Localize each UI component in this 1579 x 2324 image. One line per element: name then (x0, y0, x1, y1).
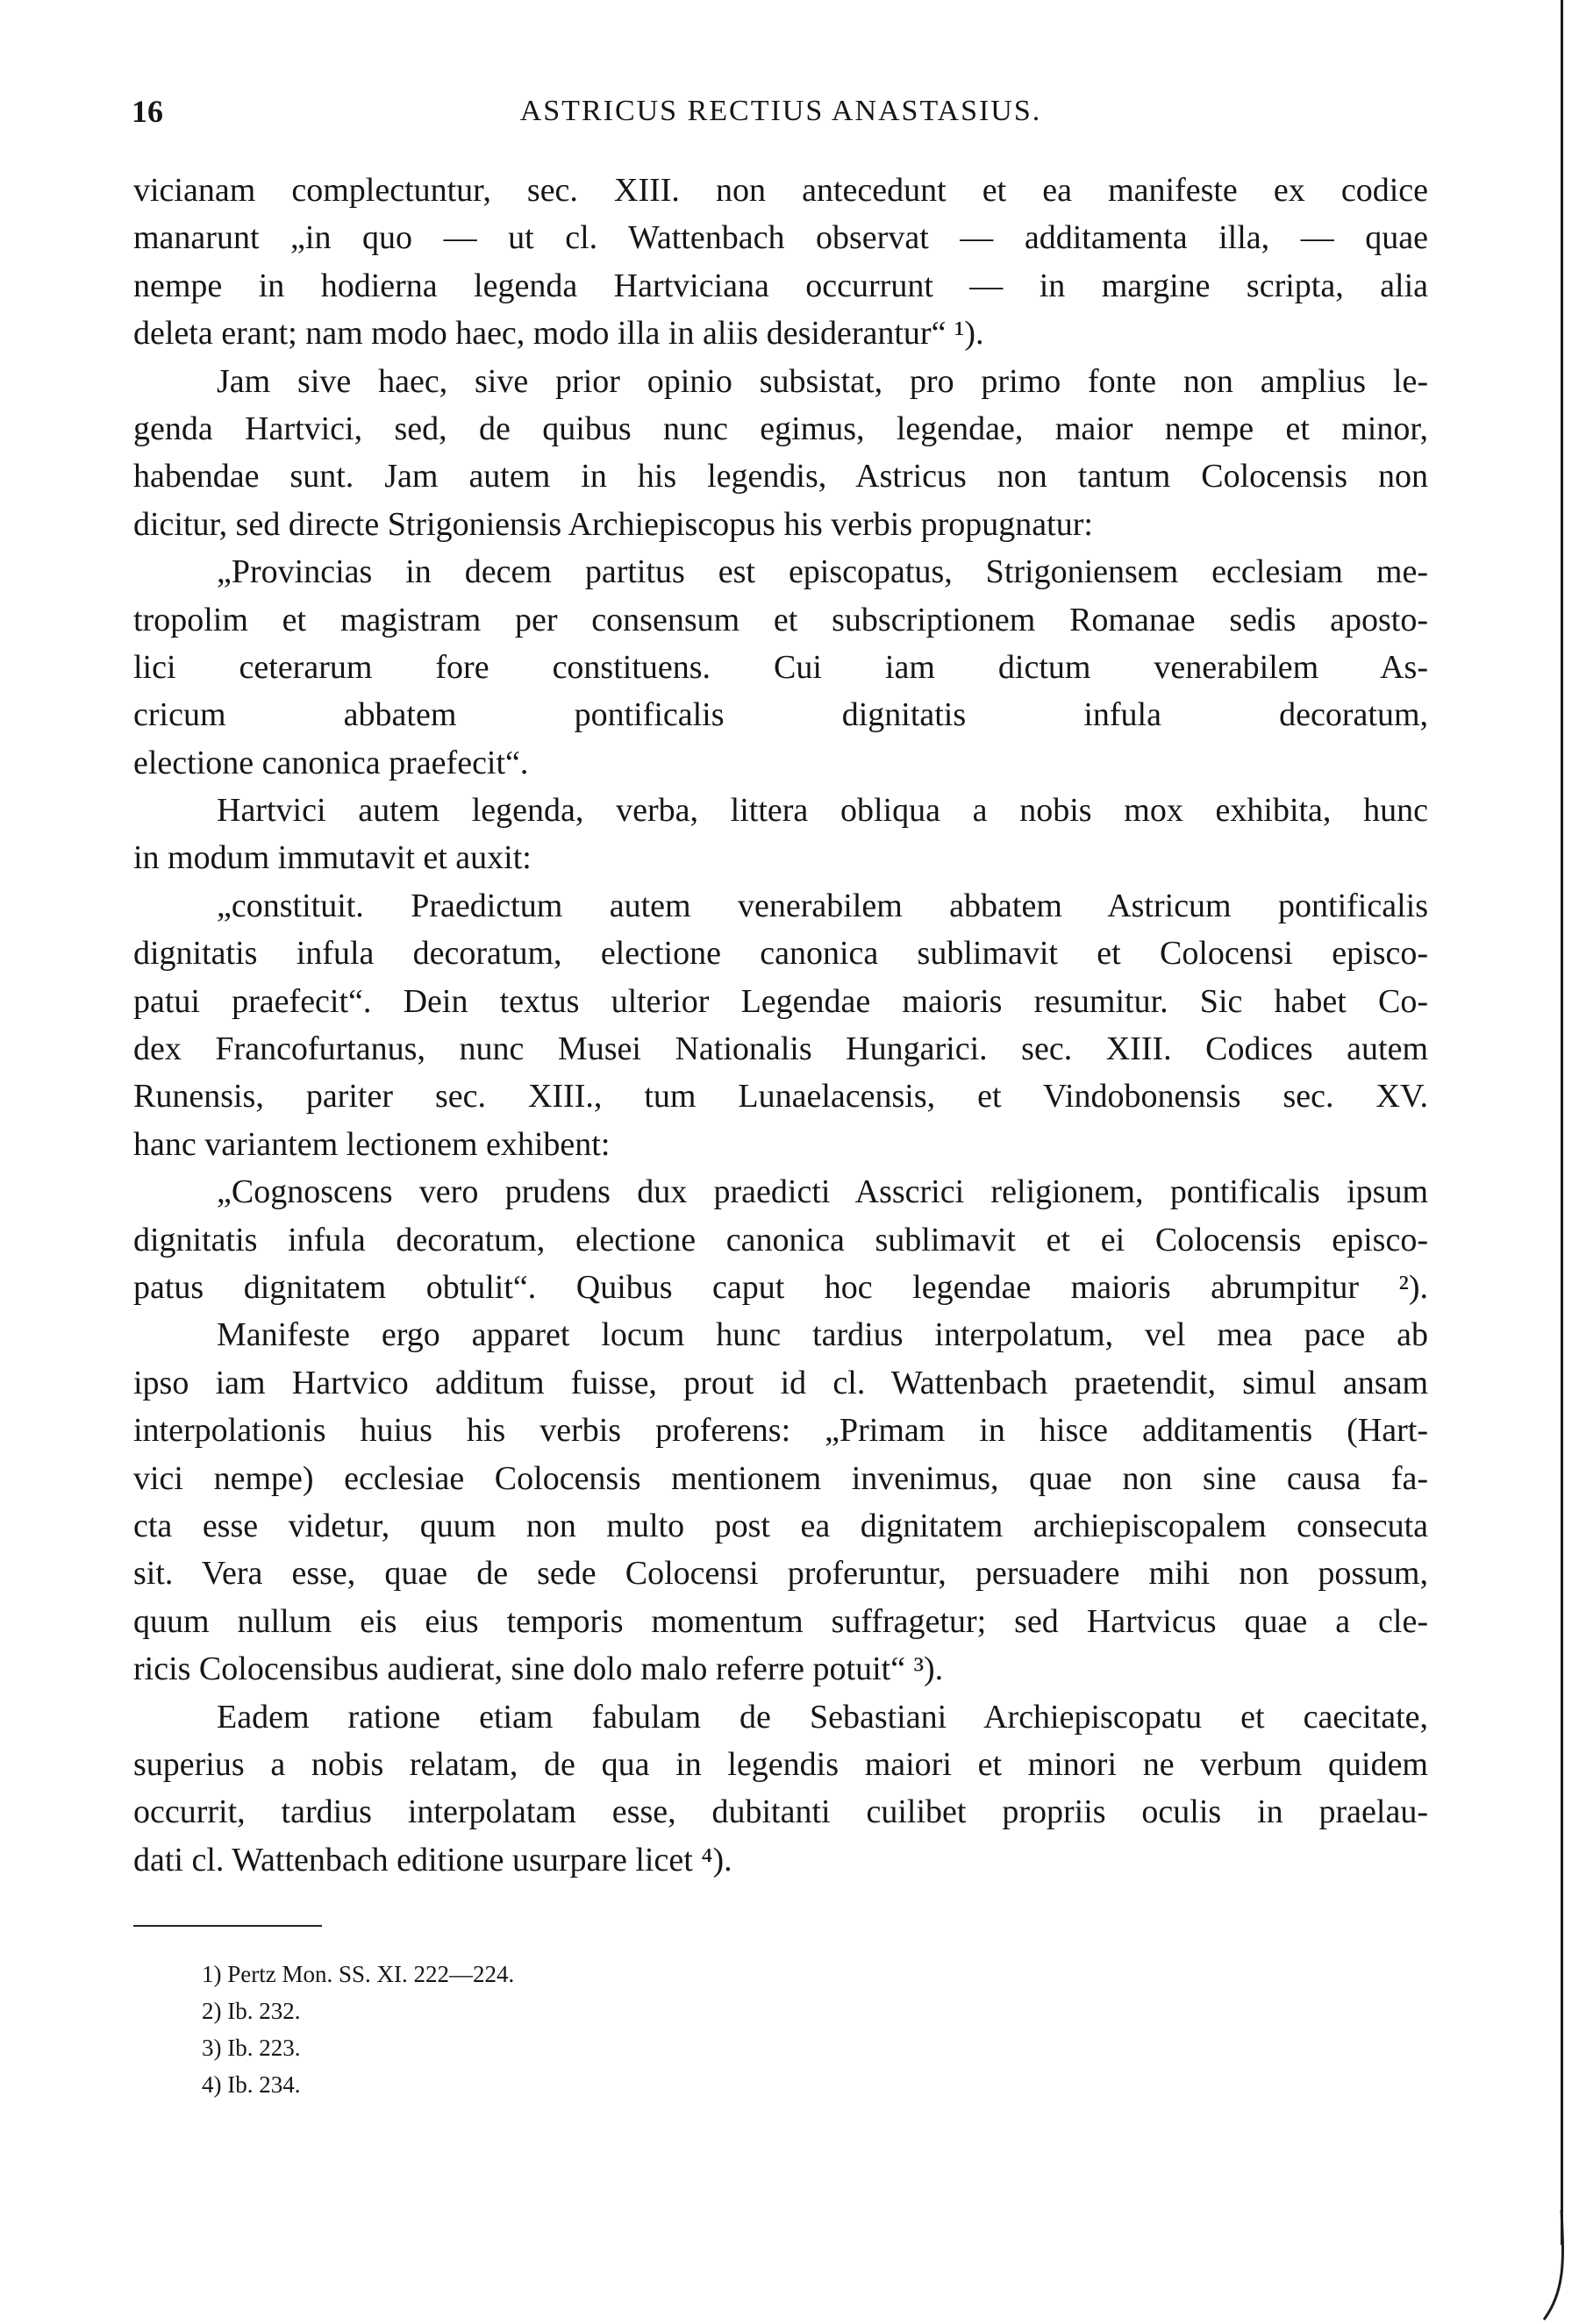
text-line: interpolationis huius his verbis proferens: „Primam in hisce additamentis (Hart- (133, 1412, 1428, 1450)
text-line: cricum abbatem pontificalis dignitatis infula decoratum, (133, 696, 1428, 734)
footnote: 1) Pertz Mon. SS. XI. 222—224. (202, 1961, 515, 1987)
text-line: nempe in hodierna legenda Hartviciana occurrunt — in margine scripta, alia (133, 267, 1428, 304)
body-text (133, 167, 1428, 1884)
footnote-rule (133, 1925, 322, 1927)
text-line: tropolim et magistram per consensum et subscriptionem Romanae sedis aposto- (133, 601, 1428, 638)
text-line: occurrit, tardius interpolatam esse, dubitanti cuilibet propriis oculis in praelau- (133, 1793, 1428, 1831)
text-line: dignitatis infula decoratum, electione canonica sublimavit et ei Colocensis episco- (133, 1221, 1428, 1258)
text-line: lici ceterarum fore constituens. Cui iam dictum venerabilem As- (133, 648, 1428, 686)
page-edge-rule (1561, 0, 1563, 2245)
text-line: Runensis, pariter sec. XIII., tum Lunaelacensis, et Vindobonensis sec. XV. (133, 1078, 1428, 1116)
footnote: 2) Ib. 232. (202, 1998, 301, 2024)
text-line: Manifeste ergo apparet locum hunc tardius interpolatum, vel mea pace ab (217, 1316, 1428, 1354)
running-title: ASTRICUS RECTIUS ANASTASIUS. (519, 95, 1042, 127)
text-line: patui praefecit“. Dein textus ulterior Legendae maioris resumitur. Sic habet Co- (133, 982, 1428, 1020)
text-line: superius a nobis relatam, de qua in legendis maiori et minori ne verbum quidem (133, 1745, 1428, 1783)
text-line: electione canonica praefecit“. (133, 744, 529, 781)
page-number: 16 (132, 94, 163, 129)
text-line: habendae sunt. Jam autem in his legendis, Astricus non tantum Colocensis non (133, 458, 1428, 495)
text-line: dignitatis infula decoratum, electione canonica sublimavit et Colocensi episco- (133, 935, 1428, 973)
footnotes (202, 1956, 991, 2103)
text-line: in modum immutavit et auxit: (133, 839, 532, 877)
text-line: „Provincias in decem partitus est episcopatus, Strigoniensem ecclesiam me- (217, 553, 1428, 591)
text-line: Jam sive haec, sive prior opinio subsistat, pro primo fonte non amplius le- (217, 362, 1428, 400)
text-line: hanc variantem lectionem exhibent: (133, 1125, 611, 1163)
text-line: manarunt „in quo — ut cl. Wattenbach observat — additamenta illa, — quae (133, 219, 1428, 257)
text-line: dati cl. Wattenbach editione usurpare licet ⁴). (133, 1841, 732, 1878)
running-head (132, 89, 1430, 133)
text-line: dex Francofurtanus, nunc Musei Nationalis Hungarici. sec. XIII. Codices autem (133, 1030, 1428, 1068)
text-line: Eadem ratione etiam fabulam de Sebastiani Archiepiscopatu et caecitate, (217, 1698, 1428, 1736)
text-line: sit. Vera esse, quae de sede Colocensi proferuntur, persuadere mihi non possum, (133, 1555, 1428, 1593)
text-line: quum nullum eis eius temporis momentum suffragetur; sed Hartvicus quae a cle- (133, 1602, 1428, 1640)
page-edge-curl (1537, 2210, 1579, 2324)
footnote: 3) Ib. 223. (202, 2035, 301, 2061)
text-line: patus dignitatem obtulit“. Quibus caput hoc legendae maioris abrumpitur ²). (133, 1268, 1428, 1306)
text-line: cta esse videtur, quum non multo post ea dignitatem archiepiscopalem consecuta (133, 1507, 1428, 1544)
text-line: ricis Colocensibus audierat, sine dolo malo referre potuit“ ³). (133, 1650, 944, 1688)
text-line: „constituit. Praedictum autem venerabilem abbatem Astricum pontificalis (217, 887, 1428, 924)
text-line: dicitur, sed directe Strigoniensis Archiepiscopus his verbis propugnatur: (133, 505, 1093, 543)
footnote: 4) Ib. 234. (202, 2071, 301, 2098)
text-line: vicianam complectuntur, sec. XIII. non antecedunt et ea manifeste ex codice (133, 172, 1428, 209)
text-line: vici nempe) ecclesiae Colocensis mentionem invenimus, quae non sine causa fa- (133, 1459, 1428, 1497)
text-line: deleta erant; nam modo haec, modo illa in aliis desiderantur“ ¹). (133, 315, 984, 353)
text-line: „Cognoscens vero prudens dux praedicti Asscrici religionem, pontificalis ipsum (217, 1173, 1428, 1211)
text-line: Hartvici autem legenda, verba, littera obliqua a nobis mox exhibita, hunc (217, 792, 1428, 830)
text-line: genda Hartvici, sed, de quibus nunc egimus, legendae, maior nempe et minor, (133, 410, 1428, 447)
text-line: ipso iam Hartvico additum fuisse, prout id cl. Wattenbach praetendit, simul ansam (133, 1364, 1428, 1401)
